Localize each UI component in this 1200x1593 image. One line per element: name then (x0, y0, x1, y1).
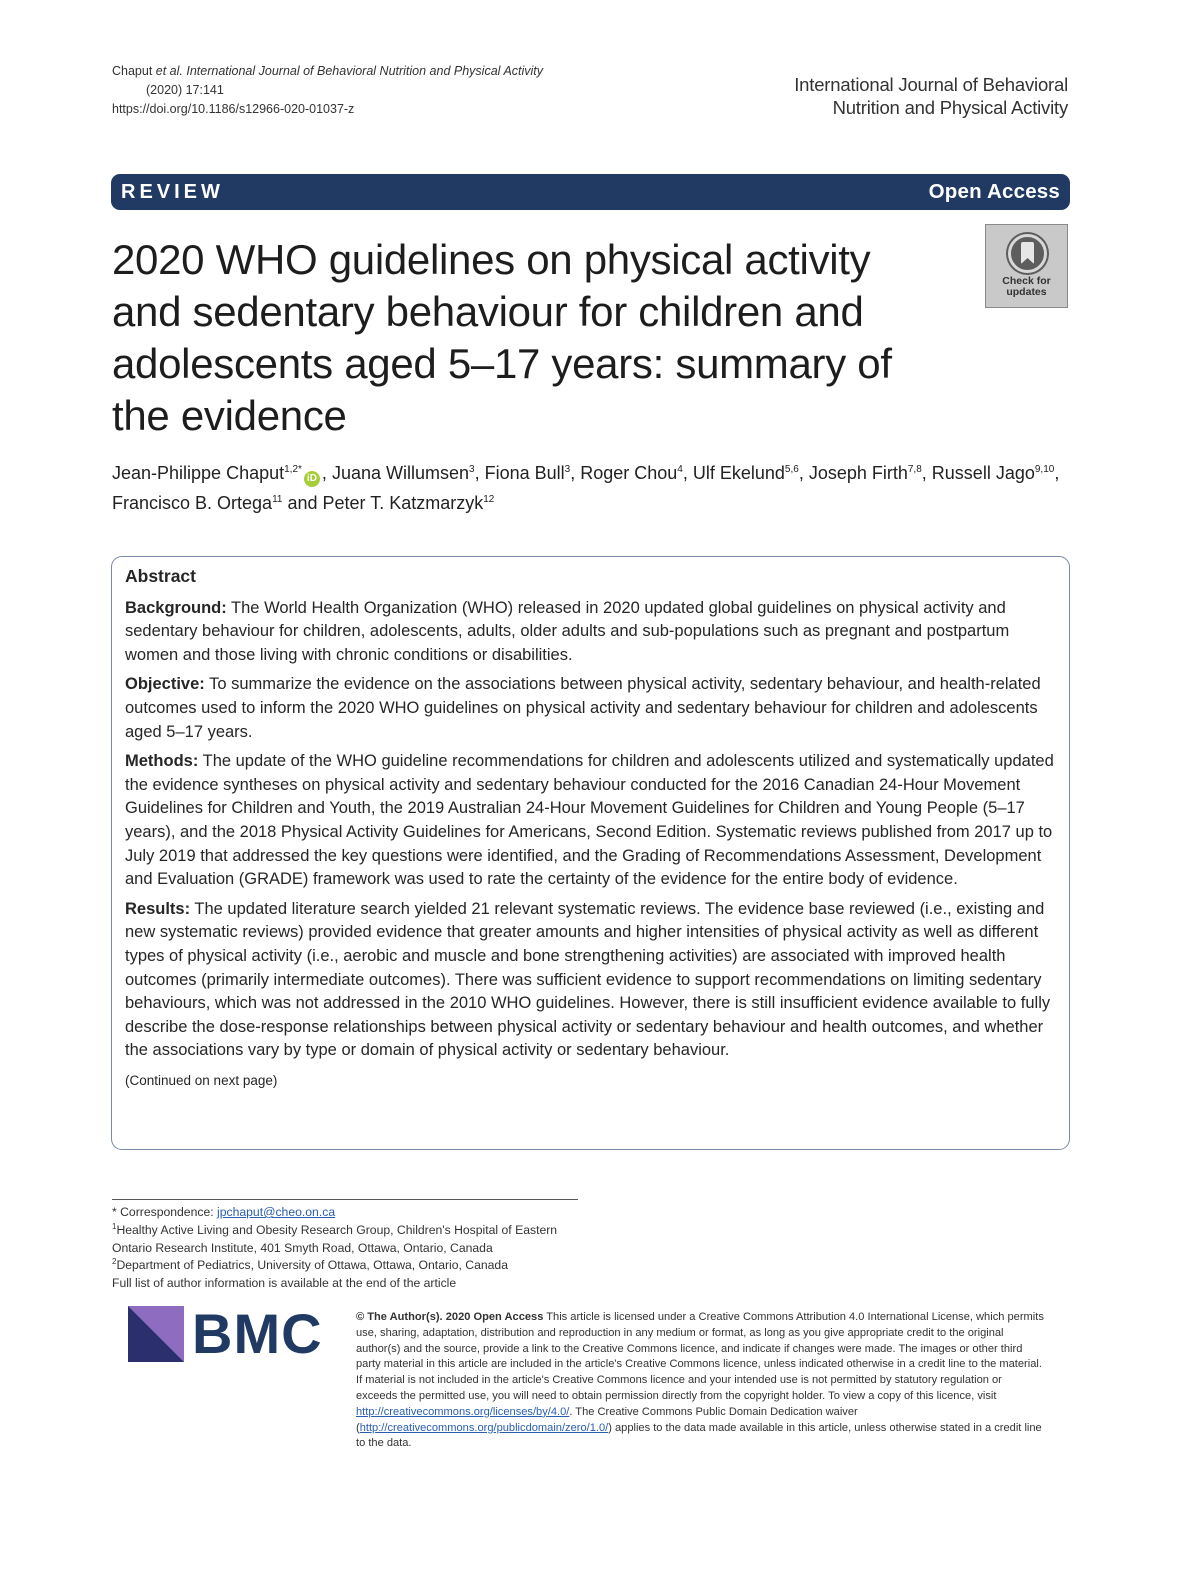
continued-note: (Continued on next page) (125, 1072, 278, 1088)
citation-etal: et al. (155, 64, 183, 78)
author-name: Russell Jago (931, 463, 1035, 483)
abstract-methods (125, 750, 1057, 892)
author-affiliation: 11 (272, 494, 283, 505)
citation-authors: Chaput (112, 64, 156, 78)
methods-text: The update of the WHO guideline recommendations for children and adolescents utilized and systematically updated the evidence syntheses on physical activity and sedentary behaviour conducted for the 2016 Canadian 24-Hour Movement Guidelines for Children and Youth, the 2019 Australian 24-Hour Movement Guidelines for Children and Young People (5–17 years), and the 2018 Physical Activity Guidelines for Americans, Second Edition. Systematic reviews published from 2017 up to July 2019 that addressed the key questions were identified, and the Grading of Recommendations Assessment, Development and Evaluation (GRADE) framework was used to rate the certainty of the evidence for the entire body of evidence. (125, 752, 1054, 889)
journal-name-line1: International Journal of Behavioral (794, 74, 1068, 95)
methods-label: Methods: (125, 752, 199, 771)
license-text-3: ) applies to the data made available in this article, unless otherwise stated in a credit line to the data. (356, 1421, 1042, 1450)
orcid-icon[interactable]: iD (304, 471, 320, 487)
author-separator: , (921, 463, 932, 483)
citation-line (112, 62, 672, 81)
affiliation-1-text: Healthy Active Living and Obesity Research Group, Children's Hospital of Eastern Ontario Research Institute, 401 Smyth Road, Ottawa, Ontario, Canada (112, 1222, 558, 1255)
author-affiliation: 7,8 (907, 464, 922, 475)
license-oa-label: © The Author(s). 2020 Open Access (356, 1311, 544, 1323)
results-text: The updated literature search yielded 21 relevant systematic reviews. The evidence base reviewed (i.e., existing and new systematic reviews) provided evidence that greater amounts and higher intensities of physical activity as well as different types of physical activity (i.e., aerobic and muscle and bone strengthening activities) are associated with improved health outcomes (primarily intermediate outcomes). There was sufficient evidence to support recommendations on limiting sedentary behaviours, which was not addressed in the 2010 WHO guidelines. However, there is still insufficient evidence available to fully describe the dose-response relationships between physical activity or sedentary behaviour and health outcomes, and whether the associations vary by type or domain of physical activity or sedentary behaviour. (125, 899, 1051, 1060)
author-separator: , (798, 463, 809, 483)
author-name: Peter T. Katzmarzyk (322, 493, 484, 513)
author-separator: and (282, 493, 323, 513)
check-for-updates-label (986, 276, 1067, 298)
author-name: Jean-Philippe Chaput (112, 463, 285, 483)
objective-label: Objective: (125, 675, 205, 694)
abstract-content (125, 565, 1057, 1092)
check-for-updates-line1: Check for (1002, 275, 1051, 287)
citation-header (112, 62, 672, 119)
footnotes (112, 1204, 592, 1293)
full-author-info-note: Full list of author information is available at the end of the article (112, 1276, 457, 1291)
license-statement (356, 1310, 1046, 1452)
author-name: Fiona Bull (484, 463, 565, 483)
author-affiliation: 5,6 (784, 464, 799, 475)
author-list (112, 458, 1072, 518)
article-type-label: REVIEW (121, 180, 224, 203)
affiliation-2-text: Department of Pediatrics, University of Ottawa, Ottawa, Ontario, Canada (116, 1258, 508, 1273)
affiliation-1-number: 1 (112, 1221, 117, 1231)
article-type-banner (111, 174, 1070, 210)
results-label: Results: (125, 899, 191, 918)
license-text-1: This article is licensed under a Creative Commons Attribution 4.0 International License, which permits use, sharing, adaptation, distribution and reproduction in any medium or format, as long as you give appropriate credit to the original author(s) and the source, provide a link to the Creative Commons licence, and indicate if changes were made. The images or other third party material in this article are included in the article's Creative Commons licence, unless indicated otherwise in a credit line to the material. If material is not included in the article's Creative Commons licence and your intended use is not permitted by statutory regulation or exceeds the permitted use, you will need to obtain permission directly from the copyright holder. To view a copy of this licence, visit (356, 1311, 1044, 1402)
check-for-updates-line2: updates (1006, 286, 1047, 298)
author-separator: , (682, 463, 693, 483)
author-affiliation: 12 (483, 494, 495, 505)
abstract-results (125, 898, 1057, 1063)
license-text-2: . The Creative Commons Public Domain Dedication waiver ( (356, 1405, 858, 1434)
background-label: Background: (125, 598, 227, 617)
citation-doi[interactable]: https://doi.org/10.1186/s12966-020-01037-z (112, 102, 355, 116)
correspondence (112, 1204, 592, 1222)
check-for-updates-badge[interactable] (985, 224, 1068, 308)
background-text: The World Health Organization (WHO) released in 2020 updated global guidelines on physical activity and sedentary behaviour for children, adolescents, adults, older adults and sub-populations such as pregnant and postpartum women and those living with chronic conditions or disabilities. (125, 598, 1010, 664)
footnote-divider (112, 1199, 578, 1200)
article-title: 2020 WHO guidelines on physical activity and sedentary behaviour for children and adolescents aged 5–17 years: summary of the evidence (112, 236, 892, 439)
abstract-box (111, 556, 1070, 1150)
abstract-background (125, 597, 1057, 668)
abstract-objective (125, 673, 1057, 744)
bmc-logo (128, 1302, 333, 1365)
author-affiliation: 4 (677, 464, 683, 475)
author-affiliation: 3 (469, 464, 475, 475)
author-name: Juana Willumsen (331, 463, 469, 483)
author-name: Joseph Firth (808, 463, 908, 483)
journal-name (708, 73, 1068, 119)
affiliation-1 (112, 1222, 592, 1258)
open-access-label: Open Access (928, 180, 1060, 203)
author-name: Ulf Ekelund (692, 463, 785, 483)
author-name: Francisco B. Ortega (112, 493, 273, 513)
citation-journal: International Journal of Behavioral Nutrition and Physical Activity (182, 64, 544, 78)
correspondence-email-link[interactable]: jpchaput@cheo.on.ca (217, 1205, 336, 1219)
correspondence-label: * Correspondence: (112, 1205, 218, 1219)
author-affiliation: 3 (564, 464, 571, 475)
objective-text: To summarize the evidence on the associations between physical activity, sedentary behaviour, and health-related outcomes used to inform the 2020 WHO guidelines on physical activity and sedentary behaviour for children and adolescents aged 5–17 years. (125, 675, 1041, 741)
bmc-mark-icon (128, 1306, 184, 1362)
affiliation-2-number: 2 (112, 1257, 117, 1267)
author-separator: , (570, 463, 581, 483)
author-separator: , (1054, 463, 1060, 483)
author-affiliation: 9,10 (1034, 464, 1055, 475)
author-separator: , (474, 463, 485, 483)
citation-volume: (2020) 17:141 (146, 83, 224, 97)
cc-zero-license-link[interactable]: http://creativecommons.org/publicdomain/zero/1.0/ (359, 1421, 609, 1434)
author-affiliation: 1,2* (284, 464, 302, 475)
abstract-heading: Abstract (125, 566, 196, 586)
journal-name-line2: Nutrition and Physical Activity (832, 97, 1068, 118)
author-separator: , (321, 463, 332, 483)
bmc-wordmark: BMC (192, 1302, 323, 1365)
affiliation-2 (112, 1257, 592, 1275)
author-name: Roger Chou (580, 463, 678, 483)
cc-by-license-link[interactable]: http://creativecommons.org/licenses/by/4.0/ (356, 1405, 570, 1418)
crossmark-icon (1006, 232, 1049, 275)
